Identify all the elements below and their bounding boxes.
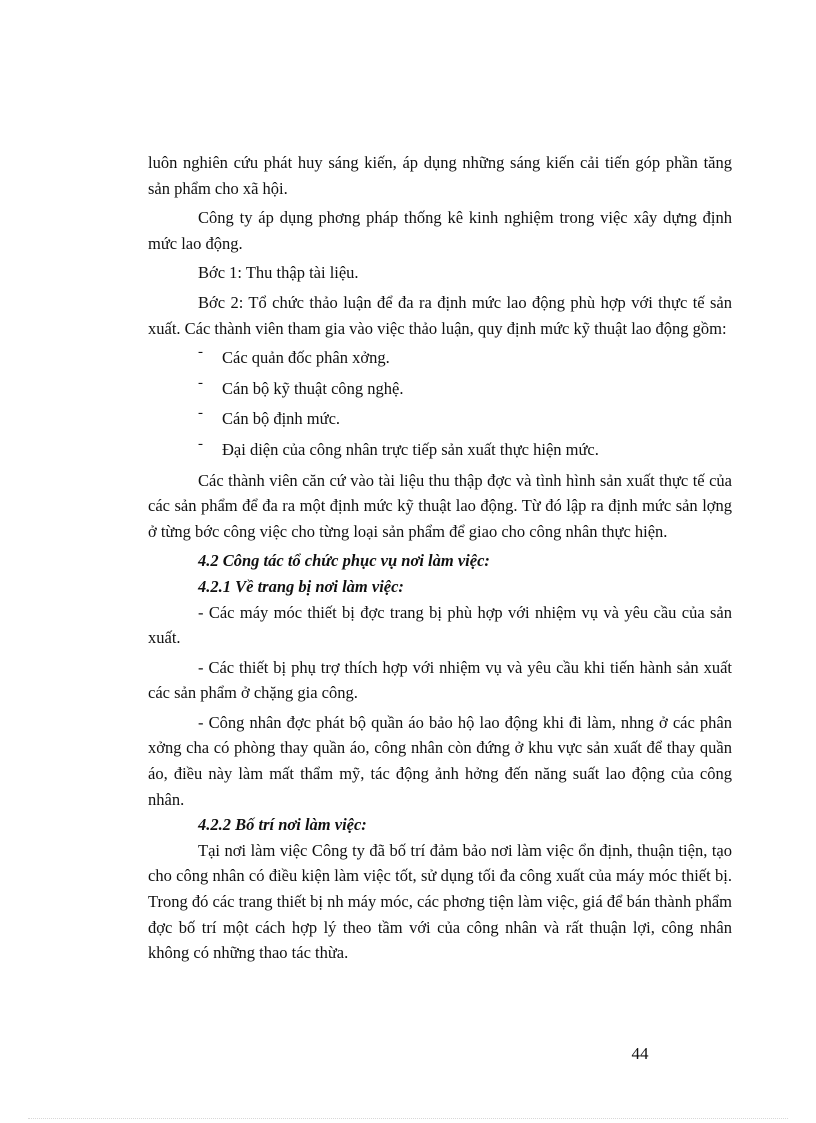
subsection-heading: 4.2.1 Về trang bị nơi làm việc: — [198, 576, 404, 596]
paragraph: Tại nơi làm việc Công ty đã bố trí đảm bảo nơi làm việc ổn định, thuận tiện, tạo cho công nhân có điều kiện làm việc tốt, sử dụng tối đa công xuất của máy móc thiết bị. Trong đó các trang thiết bị nh máy móc, các phơng tiện làm việc, giá để bán thành phẩm đợc bố trí một cách hợp lý theo tầm với của công nhân và rất thuận lợi, công nhân không có những thao tác thừa. — [148, 840, 732, 963]
paragraph: Công ty áp dụng phơng pháp thống kê kinh nghiệm trong việc xây dựng định mức lao động. — [148, 208, 732, 253]
paragraph: - Các máy móc thiết bị đợc trang bị phù hợp với nhiệm vụ và yêu cầu của sản xuất. — [148, 602, 732, 648]
paragraph: Bớc 2: Tổ chức thảo luận để đa ra định mức lao động phù hợp với thực tế sản xuất. Các thành viên tham gia vào việc thảo luận, quy định mức kỹ thuật lao động gồm: — [148, 292, 732, 338]
paragraph: - Các thiết bị phụ trợ thích hợp với nhiệm vụ và yêu cầu khi tiến hành sản xuất các sản phẩm ở chặng gia công. — [148, 657, 732, 703]
list-item — [148, 345, 732, 371]
bullet-marker: - — [198, 374, 203, 391]
bullet-list — [148, 345, 732, 462]
paragraph: Bớc 1: Thu thập tài liệu. — [198, 263, 359, 283]
list-item — [148, 376, 732, 402]
section-heading: 4.2 Công tác tổ chức phục vụ nơi làm việc: — [198, 551, 490, 571]
bullet-marker: - — [198, 435, 203, 452]
subsection-heading: 4.2.2 Bố trí nơi làm việc: — [198, 815, 367, 835]
list-item — [148, 437, 732, 463]
body-text — [148, 150, 732, 966]
bullet-marker: - — [198, 344, 203, 361]
paragraph: Các thành viên căn cứ vào tài liệu thu thập đợc và tình hình sản xuất thực tế của các sản phẩm để đa ra một định mức kỹ thuật lao động. Từ đó lập ra định mức sản lợng ở từng bớc công việc cho từng loại sản phẩm để giao cho công nhân thực hiện. — [148, 470, 732, 541]
list-item — [148, 406, 732, 432]
page-bottom-divider — [28, 1118, 788, 1119]
list-item-text: Các quản đốc phân xởng. — [222, 348, 390, 368]
list-item-text: Cán bộ kỹ thuật công nghệ. — [222, 378, 404, 398]
bullet-marker: - — [198, 405, 203, 422]
list-item-text: Đại diện của công nhân trực tiếp sản xuất thực hiện mức. — [222, 439, 599, 459]
paragraph: luôn nghiên cứu phát huy sáng kiến, áp dụng những sáng kiến cải tiến góp phần tăng sản phẩm cho xã hội. — [148, 153, 732, 198]
paragraph: - Công nhân đợc phát bộ quần áo bảo hộ lao động khi đi làm, nhng ở các phân xởng cha có phòng thay quần áo, công nhân còn đứng ở khu vực sản xuất để thay quần áo, điều này làm mất thẩm mỹ, tác động ảnh hởng đến năng suất lao động của công nhân. — [148, 712, 732, 809]
page-number: 44 — [631, 1044, 649, 1063]
list-item-text: Cán bộ định mức. — [222, 409, 341, 429]
